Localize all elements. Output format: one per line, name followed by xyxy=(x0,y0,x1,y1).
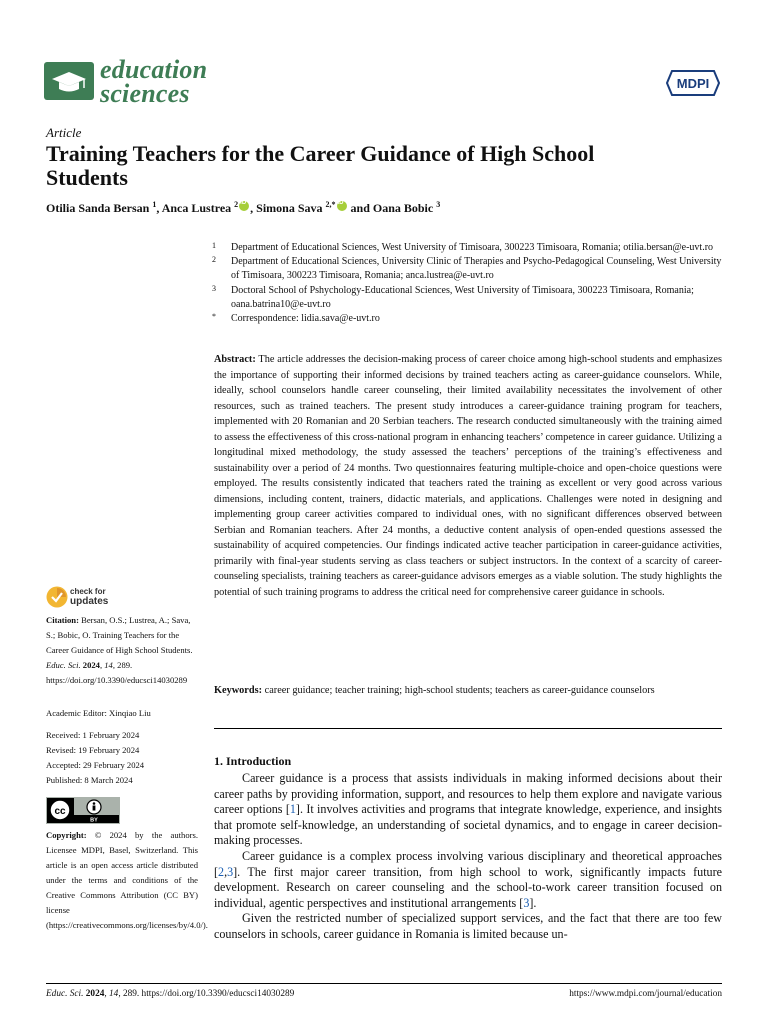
article-type: Article xyxy=(46,125,82,140)
introduction-body xyxy=(214,771,722,943)
cc-by-license-icon[interactable] xyxy=(46,797,120,824)
author-name: Simona Sava xyxy=(256,201,323,215)
abstract-text: The article addresses the decision-making process of career choice among high-school students and emphasizes the importance of supporting their informed decisions by trained teachers acting as career-guidance counselors. While, ideally, school counselors handle career counseling, their limited availability necessitates the involvement of other resources, such as trained teachers. The present study introduces a career-guidance training program for teachers, implemented with 20 Romanian and 20 Serbian teachers. The research conducted simultaneously with the training aimed to assess the effectiveness of this cross-national program in enhancing teachers’ competence in career guidance. Utilizing a longitudinal mixed methodology, the study assessed the teachers’ perceptions of the training’s effectiveness and sustainability over a period of 24 months. Two questionnaires featuring multiple-choice and open-choice questions were employed. The results consistently indicated that teachers rated the training as excellent or very good across various dimensions, including content, trainers, didactic materials, and applications. Challenges were noted in designing and implementing group career activities compared to individual ones, with no significant differences observed between Serbian and Romanian teachers. After 24 months, a deductive content analysis of open-ended questions assessed the sustainability of acquired competencies. Our findings indicated active teacher participation in career-guidance activities, primarily with final-year students serving as class teachers or subject instructors. In the context of a scarcity of career-counseling specialists, training teachers as career-guidance advisors emerges as a viable solution. The study highlights the potential of such training programs to address the critical need for comprehensive career guidance in schools. xyxy=(214,354,722,598)
keywords xyxy=(214,683,722,699)
graduation-cap-icon xyxy=(44,62,94,100)
author-affil-sup: 3 xyxy=(436,200,441,209)
affiliations xyxy=(212,241,722,326)
affiliation-item: 1 Department of Educational Sciences, West University of Timisoara, 300223 Timisoara, Romania; otilia.bersan@e-uvt.ro xyxy=(212,241,714,253)
journal-logo[interactable] xyxy=(44,55,244,108)
check-updates-icon xyxy=(46,586,68,608)
date-accepted: Accepted: 29 February 2024 xyxy=(46,760,145,770)
author-affil-sup: 2,* xyxy=(325,200,336,209)
mdpi-logo[interactable] xyxy=(666,68,720,98)
academic-editor: Academic Editor: Xinqiao Liu xyxy=(46,708,151,718)
publication-dates xyxy=(46,728,144,788)
mdpi-logo-text: MDPI xyxy=(676,76,710,91)
citation-block: Citation: Bersan, O.S.; Lustrea, A.; Sava, S.; Bobic, O. Training Teachers for the Career Guidance of High School Students. Educ. Sci. 2024, 14, 289. https://doi.org/10.3390/educsci14030289 xyxy=(46,615,193,685)
orcid-icon[interactable] xyxy=(239,201,249,211)
reference-link[interactable]: 3 xyxy=(523,895,530,910)
keywords-label: Keywords: xyxy=(214,685,263,696)
reference-link[interactable]: 1 xyxy=(289,802,296,817)
reference-link[interactable]: 3 xyxy=(227,864,234,879)
author-name: Oana Bobic xyxy=(372,201,434,215)
affiliation-item: 3 Doctoral School of Pshychology-Educational Sciences, West University of Timisoara, 300223 Timisoara, Romania; oana.batrina10@e-uvt.ro xyxy=(212,283,694,310)
author-name: Anca Lustrea xyxy=(161,201,232,215)
author-affil-sup: 1 xyxy=(152,200,157,209)
section-heading: 1. Introduction xyxy=(214,754,292,768)
date-published: Published: 8 March 2024 xyxy=(46,775,133,785)
paragraph: Career guidance is a complex process involving various disciplinary and theoretical approaches [2,3]. The first major career transition, from high school to work, significantly impacts future development. Research on career counseling and the school-to-work career transition focused on individual, agentic perspectives and institutional arrangements [3]. xyxy=(214,848,722,910)
footer-divider xyxy=(46,983,722,984)
footer-journal-url[interactable]: https://www.mdpi.com/journal/education xyxy=(569,989,722,999)
date-revised: Revised: 19 February 2024 xyxy=(46,745,140,755)
check-for-updates-button[interactable] xyxy=(46,586,146,610)
paragraph: Given the restricted number of specialized support services, and the fact that there are too few counselors in schools, career guidance in Romania is limited because un- xyxy=(214,911,722,941)
abstract xyxy=(214,352,722,600)
svg-text:cc: cc xyxy=(54,806,66,817)
date-received: Received: 1 February 2024 xyxy=(46,730,140,740)
author-name: Otilia Sanda Bersan xyxy=(46,201,150,215)
journal-name: education sciences xyxy=(100,55,208,108)
paragraph: Career guidance is a process that assists individuals in making informed decisions about their career paths by providing information, support, and resources to help them explore and navigate various career options [1]. It involves activities and programs that integrate knowledge, experience, and insights that promote self-knowledge, an understanding of societal dynamics, and to engage in career decision-making processes. xyxy=(214,771,723,848)
footer-citation: Educ. Sci. 2024, 14, 289. https://doi.org/10.3390/educsci14030289 xyxy=(46,989,295,999)
author-list: Otilia Sanda Bersan $^1$, Anca Lustrea $^2$iD , Simona Sava $^{2,*}$iD and Oana Bobic $^3$ xyxy=(46,200,440,216)
article-title: Training Teachers for the Career Guidance of High School Students xyxy=(46,141,595,190)
copyright-notice: Copyright: © 2024 by the authors. Licensee MDPI, Basel, Switzerland. This article is an open access article distributed under the terms and conditions of the Creative Commons Attribution (CC BY) license (https://creativecommons.org/licenses/by/4.0/). xyxy=(46,830,208,930)
affiliation-item: 2 Department of Educational Sciences, University Clinic of Therapies and Psycho-Pedagogical Counseling, West University of Timisoara, 300223 Timisoara, Romania; anca.lustrea@e-uvt.ro xyxy=(212,255,722,282)
svg-text:BY: BY xyxy=(90,817,98,824)
correspondence-item: * Correspondence: lidia.sava@e-uvt.ro xyxy=(212,312,380,325)
keywords-text: career guidance; teacher training; high-school students; teachers as career-guidance counselors xyxy=(264,685,655,696)
author-affil-sup: 2 xyxy=(234,200,239,209)
check-updates-label: check for updates xyxy=(70,587,109,607)
reference-link[interactable]: 2 xyxy=(218,864,225,879)
abstract-label: Abstract: xyxy=(214,354,256,365)
orcid-icon[interactable] xyxy=(337,201,347,211)
divider xyxy=(214,728,722,729)
